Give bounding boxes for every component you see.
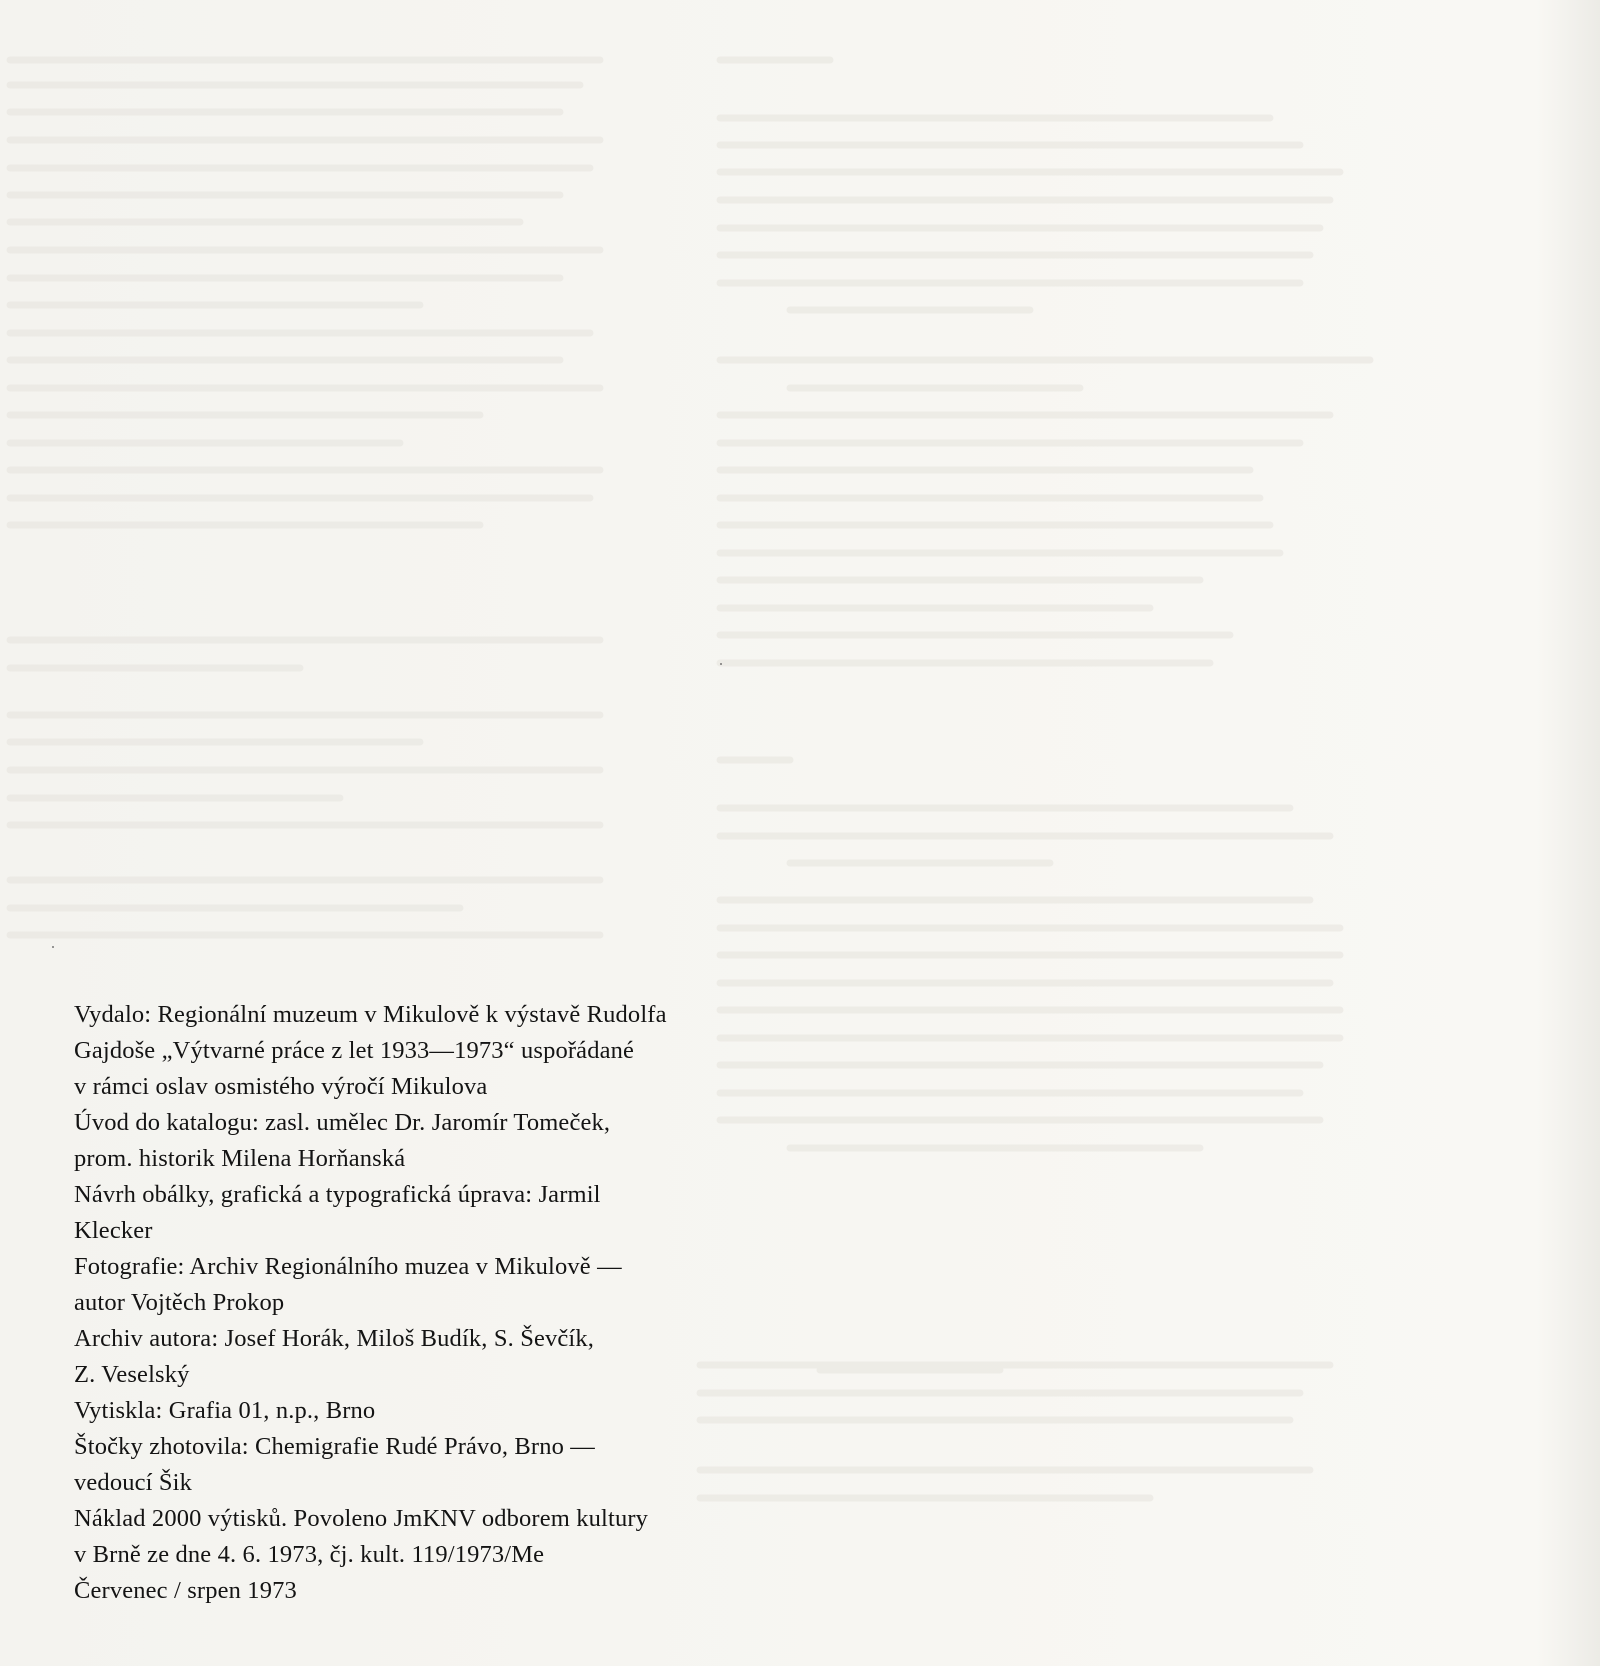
colophon-line-author-archive: Archiv autora: Josef Horák, Miloš Budík, S. Ševčík, xyxy=(74,1325,595,1352)
colophon-line-introduction: Úvod do katalogu: zasl. umělec Dr. Jaromír Tomeček, xyxy=(74,1109,611,1136)
colophon-line-occasion: v rámci oslav osmistého výročí Mikulova xyxy=(74,1073,488,1100)
colophon-line-approval: v Brně ze dne 4. 6. 1973, čj. kult. 119/1973/Me xyxy=(74,1541,545,1568)
colophon-line-design-cont: Klecker xyxy=(74,1217,153,1244)
paper-speck xyxy=(52,946,54,948)
colophon-line-plates: Štočky zhotovila: Chemigrafie Rudé Právo, Brno — xyxy=(74,1433,595,1460)
colophon-line-author-archive-cont: Z. Veselský xyxy=(74,1361,190,1388)
colophon-line-print-run: Náklad 2000 výtisků. Povoleno JmKNV odborem kultury xyxy=(74,1505,649,1532)
colophon-line-exhibition-title: Gajdoše „Výtvarné práce z let 1933—1973“ uspořádané xyxy=(74,1037,635,1064)
colophon-line-date: Červenec / srpen 1973 xyxy=(74,1577,297,1604)
colophon-line-plates-cont: vedoucí Šik xyxy=(74,1469,193,1496)
colophon-line-introduction-cont: prom. historik Milena Horňanská xyxy=(74,1145,406,1172)
colophon-line-publisher: Vydalo: Regionální muzeum v Mikulově k výstavě Rudolfa xyxy=(74,1001,667,1028)
colophon-line-photography-cont: autor Vojtěch Prokop xyxy=(74,1289,285,1316)
paper-speck xyxy=(720,663,722,665)
colophon-line-photography: Fotografie: Archiv Regionálního muzea v Mikulově — xyxy=(74,1253,622,1280)
colophon-line-printer: Vytiskla: Grafia 01, n.p., Brno xyxy=(74,1397,376,1424)
colophon-text-block xyxy=(74,997,834,1609)
colophon-line-design: Návrh obálky, grafická a typografická úprava: Jarmil xyxy=(74,1181,601,1208)
